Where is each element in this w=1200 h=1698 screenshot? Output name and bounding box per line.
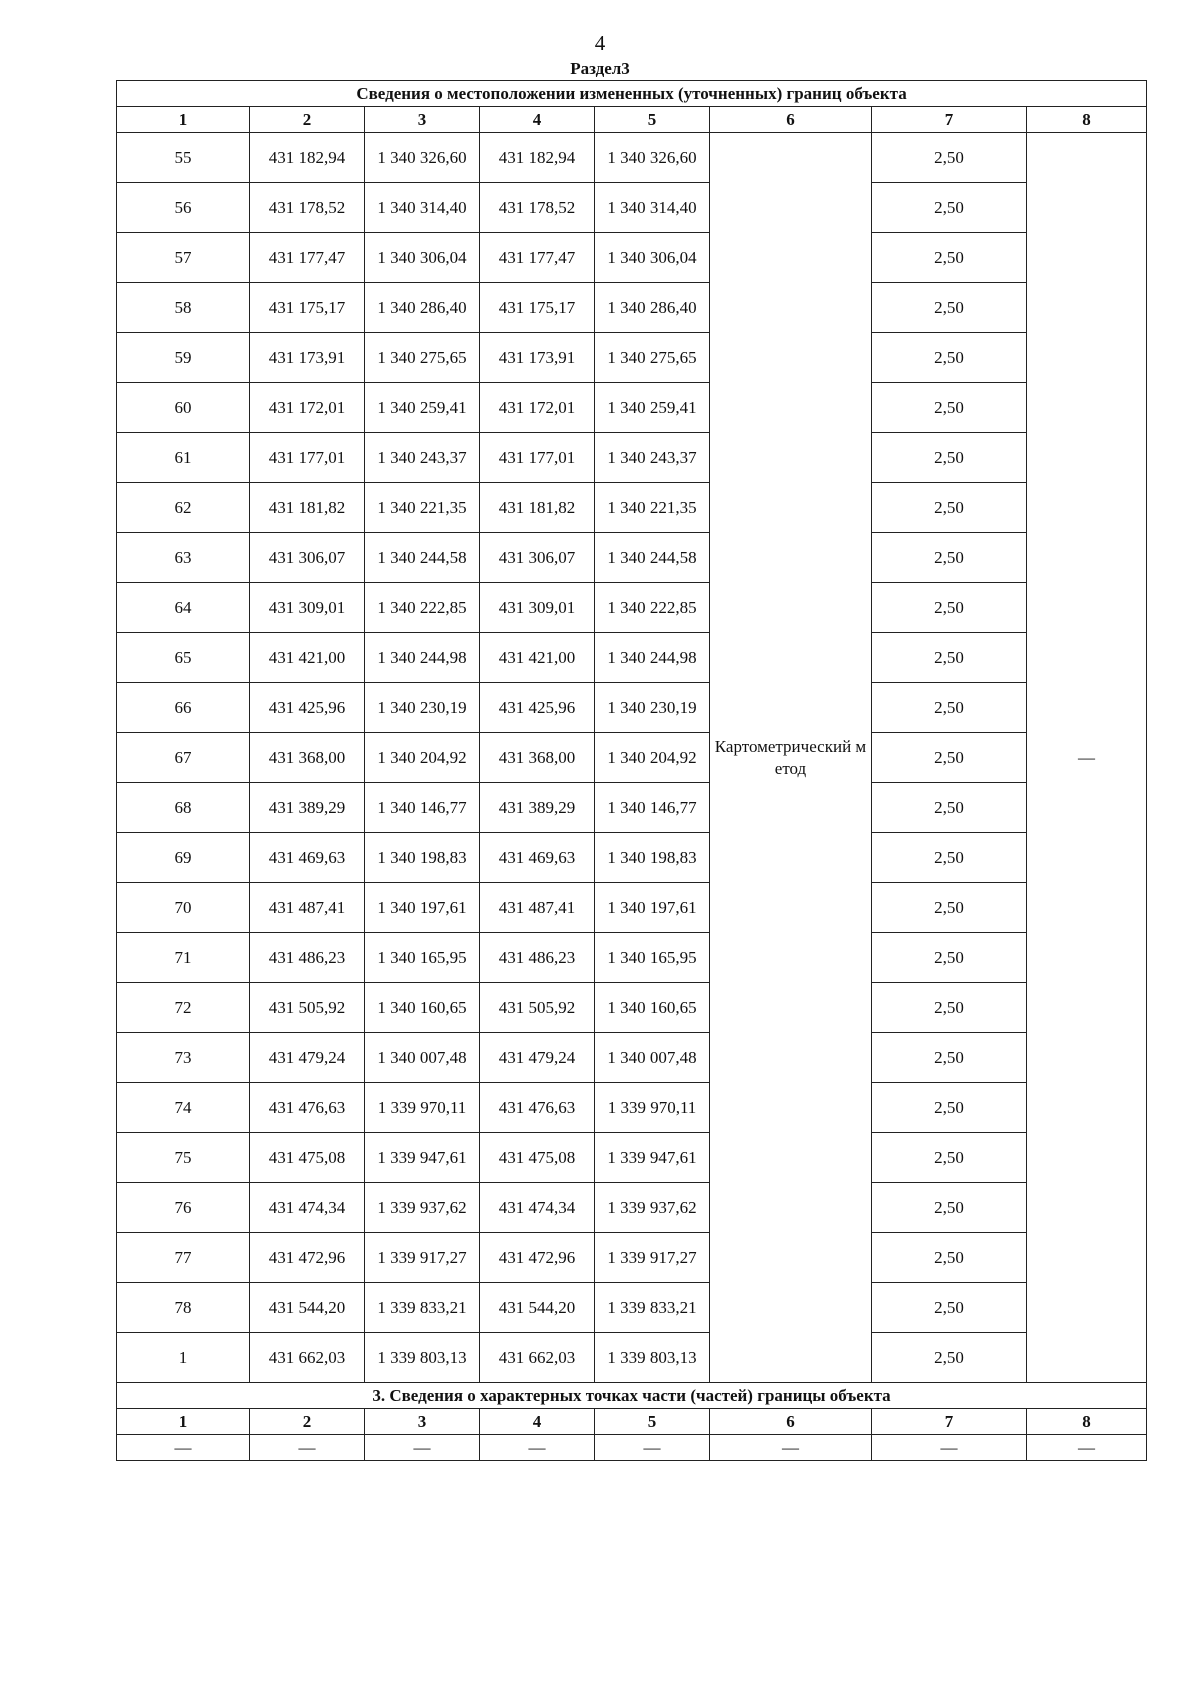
point-number-cell: 60	[117, 383, 250, 433]
point-number-cell: 58	[117, 283, 250, 333]
point-number-cell: 62	[117, 483, 250, 533]
column-number-header: 2	[250, 107, 365, 133]
x-coordinate-cell: 431 544,20	[480, 1283, 595, 1333]
x-coordinate-cell: 431 474,34	[250, 1183, 365, 1233]
y-coordinate-cell: 1 340 146,77	[365, 783, 480, 833]
table2-caption: 3. Сведения о характерных точках части (частей) границы объекта	[117, 1383, 1147, 1409]
point-number-cell: 70	[117, 883, 250, 933]
y-coordinate-cell: 1 339 937,62	[365, 1183, 480, 1233]
table-row	[117, 833, 1147, 883]
empty-dash-cell: —	[1027, 1435, 1147, 1461]
table1-caption-row	[117, 81, 1147, 107]
x-coordinate-cell: 431 487,41	[480, 883, 595, 933]
y-coordinate-cell: 1 340 286,40	[365, 283, 480, 333]
y-coordinate-cell: 1 340 165,95	[365, 933, 480, 983]
point-number-cell: 1	[117, 1333, 250, 1383]
table-row	[117, 1183, 1147, 1233]
table-row	[117, 183, 1147, 233]
x-coordinate-cell: 431 182,94	[480, 133, 595, 183]
y-coordinate-cell: 1 339 970,11	[365, 1083, 480, 1133]
method-cell: Картометрический метод	[710, 133, 872, 1383]
x-coordinate-cell: 431 421,00	[480, 633, 595, 683]
table-row	[117, 633, 1147, 683]
accuracy-cell: 2,50	[872, 1333, 1027, 1383]
x-coordinate-cell: 431 469,63	[480, 833, 595, 883]
table-row	[117, 133, 1147, 183]
column-number-header: 8	[1027, 1409, 1147, 1435]
y-coordinate-cell: 1 340 146,77	[595, 783, 710, 833]
table-row	[117, 533, 1147, 583]
empty-dash-cell: —	[872, 1435, 1027, 1461]
table-row	[117, 1033, 1147, 1083]
point-number-cell: 75	[117, 1133, 250, 1183]
point-number-cell: 63	[117, 533, 250, 583]
x-coordinate-cell: 431 486,23	[480, 933, 595, 983]
table2-column-numbers-row	[117, 1409, 1147, 1435]
accuracy-cell: 2,50	[872, 583, 1027, 633]
point-number-cell: 66	[117, 683, 250, 733]
x-coordinate-cell: 431 389,29	[480, 783, 595, 833]
x-coordinate-cell: 431 181,82	[480, 483, 595, 533]
column-number-header: 6	[710, 1409, 872, 1435]
y-coordinate-cell: 1 340 259,41	[365, 383, 480, 433]
point-number-cell: 69	[117, 833, 250, 883]
section-title: Раздел3	[570, 59, 630, 78]
point-number-cell: 67	[117, 733, 250, 783]
y-coordinate-cell: 1 340 221,35	[595, 483, 710, 533]
x-coordinate-cell: 431 544,20	[250, 1283, 365, 1333]
accuracy-cell: 2,50	[872, 683, 1027, 733]
x-coordinate-cell: 431 421,00	[250, 633, 365, 683]
x-coordinate-cell: 431 487,41	[250, 883, 365, 933]
table-row	[117, 1283, 1147, 1333]
col8-cell: —	[1027, 133, 1147, 1383]
x-coordinate-cell: 431 178,52	[250, 183, 365, 233]
y-coordinate-cell: 1 340 326,60	[365, 133, 480, 183]
y-coordinate-cell: 1 339 803,13	[365, 1333, 480, 1383]
column-number-header: 4	[480, 1409, 595, 1435]
x-coordinate-cell: 431 177,01	[250, 433, 365, 483]
table1-column-numbers-row	[117, 107, 1147, 133]
x-coordinate-cell: 431 425,96	[250, 683, 365, 733]
x-coordinate-cell: 431 486,23	[250, 933, 365, 983]
accuracy-cell: 2,50	[872, 883, 1027, 933]
y-coordinate-cell: 1 340 286,40	[595, 283, 710, 333]
x-coordinate-cell: 431 368,00	[480, 733, 595, 783]
x-coordinate-cell: 431 182,94	[250, 133, 365, 183]
accuracy-cell: 2,50	[872, 233, 1027, 283]
empty-dash-cell: —	[595, 1435, 710, 1461]
x-coordinate-cell: 431 309,01	[480, 583, 595, 633]
point-number-cell: 77	[117, 1233, 250, 1283]
accuracy-cell: 2,50	[872, 933, 1027, 983]
y-coordinate-cell: 1 339 947,61	[595, 1133, 710, 1183]
point-number-cell: 61	[117, 433, 250, 483]
x-coordinate-cell: 431 469,63	[250, 833, 365, 883]
x-coordinate-cell: 431 505,92	[480, 983, 595, 1033]
accuracy-cell: 2,50	[872, 483, 1027, 533]
empty-dash-cell: —	[365, 1435, 480, 1461]
accuracy-cell: 2,50	[872, 433, 1027, 483]
coordinates-table	[116, 80, 1147, 1461]
column-number-header: 3	[365, 107, 480, 133]
point-number-cell: 65	[117, 633, 250, 683]
y-coordinate-cell: 1 340 244,58	[595, 533, 710, 583]
x-coordinate-cell: 431 505,92	[250, 983, 365, 1033]
x-coordinate-cell: 431 181,82	[250, 483, 365, 533]
y-coordinate-cell: 1 340 160,65	[365, 983, 480, 1033]
y-coordinate-cell: 1 339 917,27	[595, 1233, 710, 1283]
x-coordinate-cell: 431 476,63	[480, 1083, 595, 1133]
x-coordinate-cell: 431 177,47	[480, 233, 595, 283]
x-coordinate-cell: 431 175,17	[480, 283, 595, 333]
point-number-cell: 55	[117, 133, 250, 183]
empty-dash-cell: —	[480, 1435, 595, 1461]
table-row	[117, 1083, 1147, 1133]
point-number-cell: 59	[117, 333, 250, 383]
column-number-header: 1	[117, 1409, 250, 1435]
y-coordinate-cell: 1 339 833,21	[595, 1283, 710, 1333]
point-number-cell: 74	[117, 1083, 250, 1133]
column-number-header: 5	[595, 107, 710, 133]
y-coordinate-cell: 1 340 165,95	[595, 933, 710, 983]
y-coordinate-cell: 1 340 326,60	[595, 133, 710, 183]
column-number-header: 8	[1027, 107, 1147, 133]
y-coordinate-cell: 1 340 243,37	[365, 433, 480, 483]
page-number: 4	[594, 31, 606, 55]
point-number-cell: 64	[117, 583, 250, 633]
point-number-cell: 71	[117, 933, 250, 983]
y-coordinate-cell: 1 340 007,48	[365, 1033, 480, 1083]
empty-dash-cell: —	[710, 1435, 872, 1461]
column-number-header: 7	[872, 107, 1027, 133]
x-coordinate-cell: 431 177,01	[480, 433, 595, 483]
y-coordinate-cell: 1 340 244,98	[365, 633, 480, 683]
accuracy-cell: 2,50	[872, 1283, 1027, 1333]
y-coordinate-cell: 1 340 198,83	[365, 833, 480, 883]
x-coordinate-cell: 431 662,03	[480, 1333, 595, 1383]
x-coordinate-cell: 431 425,96	[480, 683, 595, 733]
column-number-header: 3	[365, 1409, 480, 1435]
accuracy-cell: 2,50	[872, 1083, 1027, 1133]
y-coordinate-cell: 1 340 314,40	[595, 183, 710, 233]
table-row	[117, 983, 1147, 1033]
y-coordinate-cell: 1 340 244,98	[595, 633, 710, 683]
table-row	[117, 433, 1147, 483]
y-coordinate-cell: 1 339 917,27	[365, 1233, 480, 1283]
y-coordinate-cell: 1 339 833,21	[365, 1283, 480, 1333]
accuracy-cell: 2,50	[872, 733, 1027, 783]
x-coordinate-cell: 431 306,07	[250, 533, 365, 583]
column-number-header: 6	[710, 107, 872, 133]
x-coordinate-cell: 431 479,24	[250, 1033, 365, 1083]
x-coordinate-cell: 431 662,03	[250, 1333, 365, 1383]
table-row	[117, 583, 1147, 633]
table-row	[117, 383, 1147, 433]
accuracy-cell: 2,50	[872, 1233, 1027, 1283]
column-number-header: 5	[595, 1409, 710, 1435]
table-row	[117, 733, 1147, 783]
point-number-cell: 76	[117, 1183, 250, 1233]
x-coordinate-cell: 431 309,01	[250, 583, 365, 633]
x-coordinate-cell: 431 172,01	[480, 383, 595, 433]
y-coordinate-cell: 1 340 275,65	[365, 333, 480, 383]
accuracy-cell: 2,50	[872, 533, 1027, 583]
accuracy-cell: 2,50	[872, 283, 1027, 333]
y-coordinate-cell: 1 340 230,19	[365, 683, 480, 733]
x-coordinate-cell: 431 306,07	[480, 533, 595, 583]
x-coordinate-cell: 431 175,17	[250, 283, 365, 333]
accuracy-cell: 2,50	[872, 1133, 1027, 1183]
point-number-cell: 57	[117, 233, 250, 283]
column-number-header: 4	[480, 107, 595, 133]
y-coordinate-cell: 1 340 306,04	[595, 233, 710, 283]
point-number-cell: 73	[117, 1033, 250, 1083]
table-row	[117, 483, 1147, 533]
x-coordinate-cell: 431 173,91	[250, 333, 365, 383]
point-number-cell: 56	[117, 183, 250, 233]
accuracy-cell: 2,50	[872, 983, 1027, 1033]
table-row	[117, 1435, 1147, 1461]
y-coordinate-cell: 1 339 947,61	[365, 1133, 480, 1183]
table-row	[117, 283, 1147, 333]
y-coordinate-cell: 1 340 244,58	[365, 533, 480, 583]
x-coordinate-cell: 431 173,91	[480, 333, 595, 383]
y-coordinate-cell: 1 339 970,11	[595, 1083, 710, 1133]
accuracy-cell: 2,50	[872, 133, 1027, 183]
table-row	[117, 1133, 1147, 1183]
x-coordinate-cell: 431 475,08	[480, 1133, 595, 1183]
y-coordinate-cell: 1 340 204,92	[595, 733, 710, 783]
point-number-cell: 68	[117, 783, 250, 833]
table2-caption-row	[117, 1383, 1147, 1409]
column-number-header: 7	[872, 1409, 1027, 1435]
accuracy-cell: 2,50	[872, 833, 1027, 883]
y-coordinate-cell: 1 340 007,48	[595, 1033, 710, 1083]
x-coordinate-cell: 431 389,29	[250, 783, 365, 833]
accuracy-cell: 2,50	[872, 383, 1027, 433]
table-row	[117, 883, 1147, 933]
x-coordinate-cell: 431 472,96	[250, 1233, 365, 1283]
point-number-cell: 72	[117, 983, 250, 1033]
y-coordinate-cell: 1 340 221,35	[365, 483, 480, 533]
y-coordinate-cell: 1 340 230,19	[595, 683, 710, 733]
point-number-cell: 78	[117, 1283, 250, 1333]
x-coordinate-cell: 431 177,47	[250, 233, 365, 283]
empty-dash-cell: —	[250, 1435, 365, 1461]
table-row	[117, 933, 1147, 983]
x-coordinate-cell: 431 368,00	[250, 733, 365, 783]
accuracy-cell: 2,50	[872, 1183, 1027, 1233]
accuracy-cell: 2,50	[872, 633, 1027, 683]
table-row	[117, 1233, 1147, 1283]
x-coordinate-cell: 431 474,34	[480, 1183, 595, 1233]
table1-caption: Сведения о местоположении измененных (уточненных) границ объекта	[117, 81, 1147, 107]
table-row	[117, 1333, 1147, 1383]
empty-dash-cell: —	[117, 1435, 250, 1461]
y-coordinate-cell: 1 340 198,83	[595, 833, 710, 883]
table-row	[117, 333, 1147, 383]
y-coordinate-cell: 1 340 275,65	[595, 333, 710, 383]
y-coordinate-cell: 1 340 314,40	[365, 183, 480, 233]
y-coordinate-cell: 1 340 222,85	[365, 583, 480, 633]
y-coordinate-cell: 1 340 204,92	[365, 733, 480, 783]
y-coordinate-cell: 1 339 803,13	[595, 1333, 710, 1383]
y-coordinate-cell: 1 340 160,65	[595, 983, 710, 1033]
x-coordinate-cell: 431 472,96	[480, 1233, 595, 1283]
x-coordinate-cell: 431 476,63	[250, 1083, 365, 1133]
y-coordinate-cell: 1 340 243,37	[595, 433, 710, 483]
x-coordinate-cell: 431 479,24	[480, 1033, 595, 1083]
table-row	[117, 683, 1147, 733]
table-row	[117, 233, 1147, 283]
x-coordinate-cell: 431 475,08	[250, 1133, 365, 1183]
x-coordinate-cell: 431 178,52	[480, 183, 595, 233]
table-row	[117, 783, 1147, 833]
x-coordinate-cell: 431 172,01	[250, 383, 365, 433]
column-number-header: 1	[117, 107, 250, 133]
accuracy-cell: 2,50	[872, 1033, 1027, 1083]
accuracy-cell: 2,50	[872, 783, 1027, 833]
y-coordinate-cell: 1 340 259,41	[595, 383, 710, 433]
column-number-header: 2	[250, 1409, 365, 1435]
y-coordinate-cell: 1 340 306,04	[365, 233, 480, 283]
accuracy-cell: 2,50	[872, 183, 1027, 233]
accuracy-cell: 2,50	[872, 333, 1027, 383]
y-coordinate-cell: 1 340 197,61	[595, 883, 710, 933]
y-coordinate-cell: 1 339 937,62	[595, 1183, 710, 1233]
y-coordinate-cell: 1 340 197,61	[365, 883, 480, 933]
y-coordinate-cell: 1 340 222,85	[595, 583, 710, 633]
